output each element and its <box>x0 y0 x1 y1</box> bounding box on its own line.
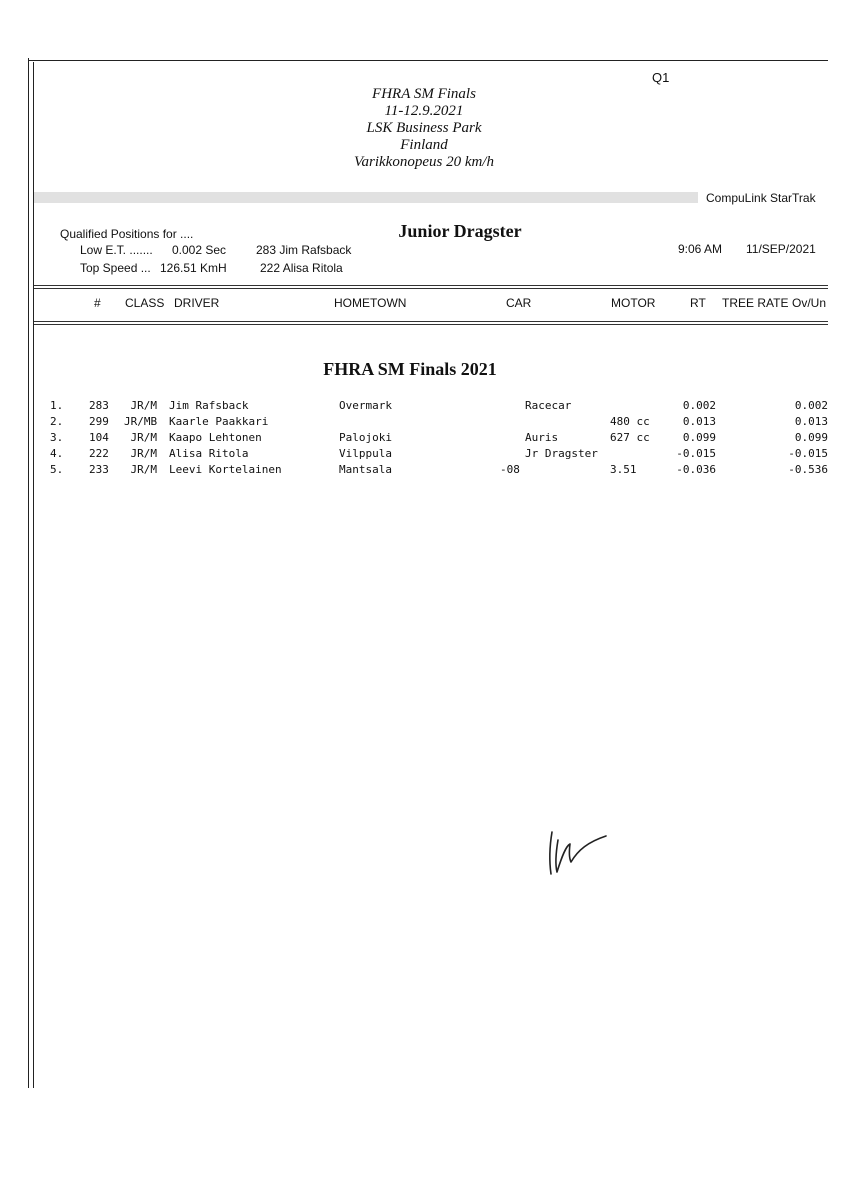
row-car: Auris <box>525 431 559 444</box>
signature-mark <box>540 822 610 882</box>
row-class: JR/M <box>130 463 157 476</box>
row-motor: 480 cc <box>610 415 650 428</box>
row-ovun: -0.536 <box>788 463 828 476</box>
low-et-value: 0.002 Sec <box>172 243 227 257</box>
row-car: -08 <box>500 463 520 476</box>
row-hometown: Vilppula <box>339 447 392 460</box>
row-number: 283 <box>89 399 109 412</box>
page-border-left <box>28 58 29 1088</box>
header-event: FHRA SM Finals <box>372 86 476 102</box>
row-class: JR/M <box>130 431 157 444</box>
row-driver: Kaarle Paakkari <box>169 415 269 428</box>
row-number: 299 <box>89 415 109 428</box>
row-hometown: Palojoki <box>339 431 392 444</box>
row-rt: 0.013 <box>682 415 716 428</box>
row-position: 1. <box>50 399 64 412</box>
row-motor: 627 cc <box>610 431 650 444</box>
row-number: 222 <box>89 447 109 460</box>
col-header-car: CAR <box>506 296 532 310</box>
rule-top <box>34 285 828 286</box>
table-row <box>0 447 848 463</box>
row-position: 2. <box>50 415 64 428</box>
row-rt: -0.036 <box>676 463 716 476</box>
event-title: FHRA SM Finals 2021 <box>323 359 497 379</box>
row-ovun: 0.099 <box>794 431 828 444</box>
row-car: Racecar <box>525 399 572 412</box>
class-title: Junior Dragster <box>398 221 522 241</box>
row-number: 104 <box>89 431 109 444</box>
header-dates: 11-12.9.2021 <box>384 103 464 119</box>
col-header-ovun: Ov/Un <box>792 296 827 310</box>
row-ovun: -0.015 <box>788 447 828 460</box>
col-header-num: # <box>94 296 101 310</box>
rule-bottom <box>34 321 828 322</box>
row-driver: Kaapo Lehtonen <box>169 431 262 444</box>
rule-top-2 <box>34 288 828 289</box>
table-row <box>0 399 848 415</box>
row-hometown: Mantsala <box>339 463 392 476</box>
row-car: Jr Dragster <box>525 447 598 460</box>
page-border-top <box>28 60 828 61</box>
header-country: Finland <box>400 137 448 153</box>
col-header-motor: MOTOR <box>611 296 656 310</box>
row-position: 4. <box>50 447 64 460</box>
rule-bottom-2 <box>34 324 828 325</box>
row-class: JR/M <box>130 447 157 460</box>
row-rt: 0.099 <box>682 431 716 444</box>
col-header-rt: RT <box>690 296 706 310</box>
row-number: 233 <box>89 463 109 476</box>
row-driver: Alisa Ritola <box>169 447 249 460</box>
low-et-label: Low E.T. ....... <box>80 243 153 257</box>
col-header-driver: DRIVER <box>174 296 220 310</box>
row-class: JR/M <box>130 399 157 412</box>
row-position: 5. <box>50 463 64 476</box>
col-header-class: CLASS <box>125 296 165 310</box>
page-code: Q1 <box>652 70 670 85</box>
row-ovun: 0.013 <box>794 415 828 428</box>
dotted-band <box>34 192 698 203</box>
system-label: CompuLink StarTrak <box>706 191 816 205</box>
top-speed-label: Top Speed ... <box>80 261 151 275</box>
header-note: Varikkonopeus 20 km/h <box>354 154 494 170</box>
table-row <box>0 431 848 447</box>
row-rt: 0.002 <box>682 399 716 412</box>
report-time: 9:06 AM <box>678 242 723 256</box>
qualified-label: Qualified Positions for .... <box>60 227 194 241</box>
header-venue: LSK Business Park <box>366 120 482 136</box>
row-position: 3. <box>50 431 64 444</box>
report-date: 11/SEP/2021 <box>746 242 816 256</box>
row-class: JR/MB <box>124 415 158 428</box>
low-et-driver: 283 Jim Rafsback <box>256 243 352 257</box>
row-driver: Jim Rafsback <box>169 399 249 412</box>
table-row <box>0 415 848 431</box>
row-rt: -0.015 <box>676 447 716 460</box>
row-hometown: Overmark <box>339 399 392 412</box>
top-speed-driver: 222 Alisa Ritola <box>260 261 343 275</box>
page-border-left-inner <box>33 62 34 1088</box>
row-ovun: 0.002 <box>794 399 828 412</box>
top-speed-value: 126.51 KmH <box>160 261 227 275</box>
col-header-hometown: HOMETOWN <box>334 296 407 310</box>
table-row <box>0 463 848 479</box>
col-header-tree-rate: TREE RATE <box>722 296 789 310</box>
row-driver: Leevi Kortelainen <box>169 463 282 476</box>
row-motor: 3.51 <box>610 463 637 476</box>
